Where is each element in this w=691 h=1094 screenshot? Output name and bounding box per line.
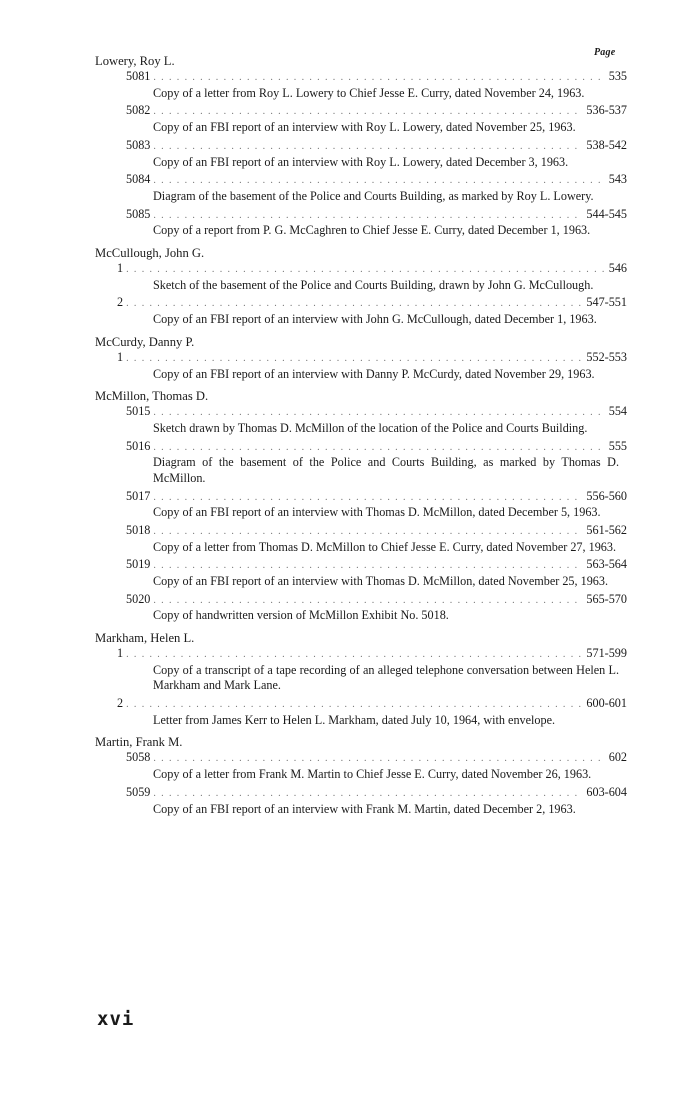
exhibit-number: 5016 — [126, 438, 151, 453]
witness-name: Markham, Helen L. — [95, 631, 195, 646]
dot-leader — [153, 140, 581, 155]
witness-name: Lowery, Roy L. — [95, 54, 175, 68]
dot-leader — [126, 297, 581, 312]
exhibit-row — [95, 103, 627, 120]
dot-leader — [153, 525, 581, 540]
exhibit-row — [95, 696, 627, 713]
exhibit-pages: 602 — [608, 750, 627, 765]
exhibit-number: 5017 — [126, 488, 151, 503]
exhibit-description: Copy of handwritten version of McMillon Exhibit No. 5018. — [153, 608, 449, 623]
exhibit-description: Copy of a letter from Thomas D. McMillon to Chief Jesse E. Curry, dated November 27, 1963. — [153, 539, 617, 554]
exhibit-description: Copy of an FBI report of an interview with Danny P. McCurdy, dated November 29, 1963. — [153, 366, 595, 381]
exhibit-description: Copy of a letter from Roy L. Lowery to Chief Jesse E. Curry, dated November 24, 1963. — [153, 85, 585, 100]
exhibit-number: 1 — [117, 349, 124, 364]
exhibit-row — [95, 295, 627, 312]
exhibit-number: 5083 — [126, 137, 151, 152]
exhibit-number: 2 — [117, 696, 124, 711]
exhibit-description: Copy of an FBI report of an interview with Thomas D. McMillon, dated November 25, 1963. — [153, 574, 609, 589]
witness-name: McMillon, Thomas D. — [95, 389, 209, 404]
exhibit-pages: 535 — [608, 69, 627, 83]
exhibit-row — [95, 350, 627, 367]
exhibit-pages: 538-542 — [586, 137, 627, 152]
exhibit-description: Copy of a transcript of a tape recording of an alleged telephone conversation between Helen L. Markham and Mark Lane. — [153, 662, 619, 693]
dot-leader — [153, 105, 581, 120]
exhibit-row — [95, 69, 627, 86]
dot-leader — [153, 491, 581, 506]
exhibit-row — [95, 439, 627, 456]
exhibit-row — [95, 138, 627, 155]
exhibit-number: 5015 — [126, 404, 151, 419]
dot-leader — [153, 406, 603, 421]
exhibit-number: 5059 — [126, 784, 151, 799]
exhibit-pages: 563-564 — [586, 557, 627, 572]
exhibit-pages: 556-560 — [586, 488, 627, 503]
exhibit-pages: 546 — [608, 260, 627, 275]
page-column-header: Page — [594, 47, 616, 58]
exhibit-number: 2 — [117, 295, 124, 310]
dot-leader — [153, 752, 603, 767]
exhibit-pages: 571-599 — [586, 646, 627, 661]
exhibit-pages: 554 — [608, 404, 627, 419]
exhibit-number: 5084 — [126, 172, 151, 187]
exhibit-description: Copy of an FBI report of an interview with Frank M. Martin, dated December 2, 1963. — [153, 801, 576, 816]
exhibit-pages: 536-537 — [586, 103, 627, 118]
exhibit-pages: 547-551 — [586, 295, 627, 310]
exhibit-row — [95, 523, 627, 540]
exhibit-number: 5058 — [126, 750, 151, 765]
exhibit-pages: 561-562 — [586, 522, 627, 537]
exhibit-number: 5019 — [126, 557, 151, 572]
exhibit-pages: 603-604 — [586, 784, 627, 799]
exhibit-row — [95, 207, 627, 224]
exhibit-pages: 565-570 — [586, 591, 627, 606]
exhibit-pages: 544-545 — [586, 206, 627, 221]
exhibit-pages: 600-601 — [586, 696, 627, 711]
exhibit-row — [95, 404, 627, 421]
dot-leader — [126, 352, 581, 367]
exhibit-row — [95, 750, 627, 767]
exhibit-pages: 552-553 — [586, 349, 627, 364]
exhibit-row — [95, 489, 627, 506]
dot-leader — [153, 594, 581, 609]
exhibit-number: 1 — [117, 260, 124, 275]
exhibit-description: Letter from James Kerr to Helen L. Markham, dated July 10, 1964, with envelope. — [153, 712, 556, 727]
dot-leader — [126, 698, 581, 713]
witness-name: McCurdy, Danny P. — [95, 334, 195, 349]
exhibit-number: 5081 — [126, 69, 151, 83]
exhibit-row — [95, 592, 627, 609]
witness-name: McCullough, John G. — [95, 245, 205, 260]
exhibit-number: 5082 — [126, 103, 151, 118]
exhibit-description: Copy of an FBI report of an interview with John G. McCullough, dated December 1, 1963. — [153, 312, 597, 327]
exhibit-description: Sketch drawn by Thomas D. McMillon of the location of the Police and Courts Building. — [153, 420, 588, 435]
dot-leader — [153, 71, 603, 86]
exhibit-row — [95, 557, 627, 574]
dot-leader — [153, 209, 581, 224]
exhibit-description: Copy of an FBI report of an interview with Roy L. Lowery, dated December 3, 1963. — [153, 154, 569, 169]
dot-leader — [126, 263, 604, 278]
exhibit-number: 5085 — [126, 206, 151, 221]
exhibit-description: Diagram of the basement of the Police and Courts Building, as marked by Thomas D. McMillon. — [153, 455, 619, 485]
exhibit-row — [95, 785, 627, 802]
dot-leader — [153, 174, 603, 189]
exhibit-number: 5020 — [126, 591, 151, 606]
exhibit-row — [95, 646, 627, 663]
exhibit-row — [95, 261, 627, 278]
exhibit-number: 5018 — [126, 522, 151, 537]
dot-leader — [153, 559, 581, 574]
dot-leader — [153, 441, 603, 456]
exhibit-description: Sketch of the basement of the Police and Courts Building, drawn by John G. McCullough. — [153, 277, 594, 292]
exhibit-description: Copy of an FBI report of an interview with Thomas D. McMillon, dated December 5, 1963. — [153, 505, 601, 520]
exhibit-number: 1 — [117, 646, 124, 661]
exhibit-row — [95, 172, 627, 189]
exhibit-pages: 543 — [608, 172, 627, 187]
exhibit-index — [95, 53, 627, 819]
witness-name: Martin, Frank M. — [95, 735, 183, 750]
exhibit-pages: 555 — [608, 438, 627, 453]
exhibit-description: Copy of a letter from Frank M. Martin to Chief Jesse E. Curry, dated November 26, 1963. — [153, 767, 592, 782]
page-number: xvi — [97, 1008, 135, 1030]
exhibit-description: Diagram of the basement of the Police and Courts Building, as marked by Roy L. Lowery. — [153, 188, 594, 203]
exhibit-description: Copy of an FBI report of an interview with Roy L. Lowery, dated November 25, 1963. — [153, 120, 576, 135]
exhibit-description: Copy of a report from P. G. McCaghren to Chief Jesse E. Curry, dated December 1, 1963. — [153, 223, 591, 238]
dot-leader — [153, 787, 581, 802]
dot-leader — [126, 648, 581, 663]
